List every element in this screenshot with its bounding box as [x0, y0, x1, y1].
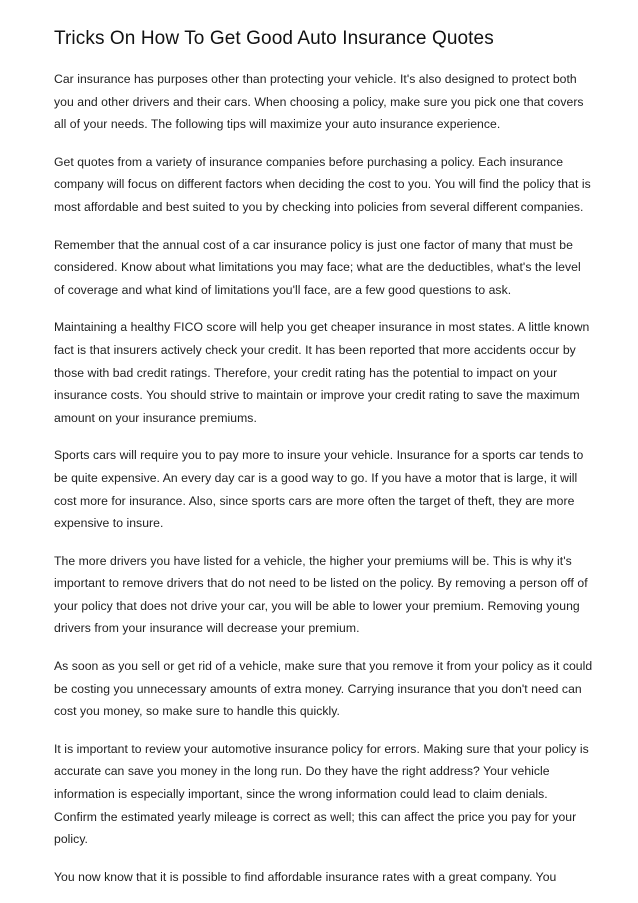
paragraph-conclusion: You now know that it is possible to find affordable insurance rates with a great company. You [54, 869, 557, 884]
document-body [54, 68, 594, 888]
document-title: Tricks On How To Get Good Auto Insurance Quotes [54, 28, 494, 49]
paragraph-more-drivers: The more drivers you have listed for a vehicle, the higher your premiums will be. This is why it's important to remove drivers that do not need to be listed on the policy. By removing a person off of your policy that does not drive your car, you will be able to lower your premium. Removing young drivers from your insurance will decrease your premium. [54, 553, 588, 636]
paragraph-fico-score: Maintaining a healthy FICO score will help you get cheaper insurance in most states. A little known fact is that insurers actively check your credit. It has been reported that more accidents occur by those with bad credit ratings. Therefore, your credit rating has the potential to impact on your insurance costs. You should strive to maintain or improve your credit rating to save the maximum amount on your insurance premiums. [54, 320, 590, 425]
paragraph-car-insurance-purposes: Car insurance has purposes other than protecting your vehicle. It's also designed to protect both you and other drivers and their cars. When choosing a policy, make sure you pick one that covers all of your needs. The following tips will maximize your auto insurance experience. [54, 72, 584, 132]
paragraph-annual-cost: Remember that the annual cost of a car insurance policy is just one factor of many that must be considered. Know about what limitations you may face; what are the deductibles, what's the level of coverage and what kind of limitations you'll face, are a few good questions to ask. [54, 237, 581, 297]
paragraph-get-quotes: Get quotes from a variety of insurance companies before purchasing a policy. Each insurance company will focus on different factors when deciding the cost to you. You will find the policy that is most affordable and best suited to you by checking into policies from several different companies. [54, 154, 591, 214]
paragraph-review-policy: It is important to review your automotive insurance policy for errors. Making sure that your policy is accurate can save you money in the long run. Do they have the right address? Your vehicle information is especially important, since the wrong information could lead to claim denials. Confirm the estimated yearly mileage is correct as well; this can affect the price you pay for your policy. [54, 741, 589, 847]
paragraph-sports-cars: Sports cars will require you to pay more to insure your vehicle. Insurance for a sports car tends to be quite expensive. An every day car is a good way to go. If you have a motor that is large, it will cost more for insurance. Also, since sports cars are more often the target of theft, they are more expensive to insure. [54, 448, 584, 531]
paragraph-sell-vehicle: As soon as you sell or get rid of a vehicle, make sure that you remove it from your policy as it could be costing you unnecessary amounts of extra money. Carrying insurance that you don't need can cost you money, so make sure to handle this quickly. [54, 659, 593, 719]
